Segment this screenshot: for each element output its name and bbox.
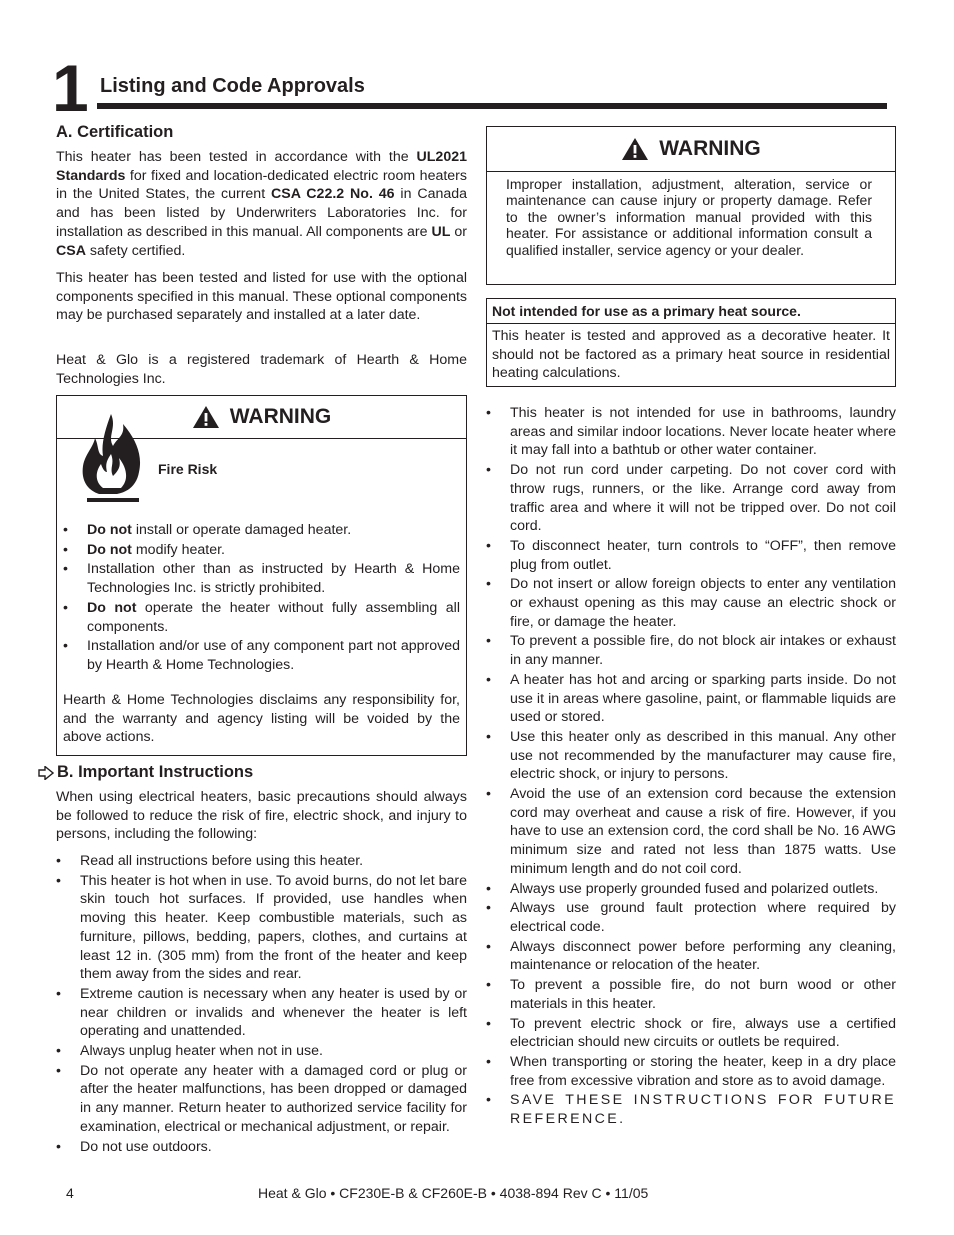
list-item-text: Do not run cord under carpeting. Do not cover cord with throw rugs, runners, or the like. Arrange cord away from traffic area and where it will not be tripped over. Do not coil cord.	[510, 462, 896, 535]
list-item-text: Do not operate any heater with a damaged cord or plug or after the heater malfunctions, has been dropped or damaged in any manner. Return heater to authorized service facility for examination, electrical or mechanical adjustment, or repair.	[80, 1062, 467, 1135]
fire-warning-item	[63, 560, 460, 597]
bullet: •	[486, 1092, 491, 1109]
certification-text-run: This heater has been tested in accordance with the	[56, 149, 417, 165]
list-item-text: Do not insert or allow foreign objects to enter any ventilation or exhaust opening as this may cause an electric shock or fire, or damage the heater.	[510, 576, 896, 630]
install-warning-box	[486, 126, 896, 285]
primary-heat-text: This heater is tested and approved as a decorative heater. It should not be factored as a primary heat source in residential heating calculations.	[492, 328, 890, 382]
certification-paragraph-3: Heat & Glo is a registered trademark of Hearth & Home Technologies Inc.	[56, 352, 467, 387]
bullet: •	[63, 561, 68, 578]
bullet: •	[486, 786, 491, 803]
fire-risk-label: Fire Risk	[158, 461, 218, 477]
list-item	[486, 880, 896, 899]
list-item	[486, 1053, 896, 1090]
list-item-text: Always unplug heater when not in use.	[80, 1043, 323, 1060]
list-item-text: Always use ground fault protection where required by electrical code.	[510, 900, 896, 935]
list-item	[486, 785, 896, 879]
list-item-text: When transporting or storing the heater, keep in a dry place free from excessive vibration and store as to avoid damage.	[510, 1053, 896, 1089]
important-list-right	[486, 404, 896, 1130]
arrow-right-icon	[38, 766, 54, 780]
list-item-text: To disconnect heater, turn controls to “OFF”, then remove plug from outlet.	[510, 537, 896, 573]
certification-text-run: UL	[431, 223, 451, 240]
page-number: 4	[66, 1185, 74, 1201]
list-item	[486, 728, 896, 784]
important-intro: When using electrical heaters, basic precautions should always be followed to reduce the risk of fire, electric shock, and injury to persons, including the following:	[56, 789, 467, 843]
header-rule	[97, 103, 887, 109]
warning-triangle-icon	[192, 405, 220, 429]
certification-text-run: for fixed and location-dedicated electric room heaters in the United States, the current	[56, 167, 467, 203]
bullet: •	[486, 537, 491, 554]
list-item	[56, 852, 467, 871]
list-item-text: This heater is not intended for use in bathrooms, laundry areas and similar indoor locations. Never locate heater where it may fall into a bathtub or other water container.	[510, 405, 896, 459]
certification-text-run: CSA C22.2 No. 46	[271, 186, 395, 203]
bullet: •	[486, 633, 491, 650]
certification-text-run: CSA	[56, 242, 86, 259]
list-item-text: Use this heater only as described in this manual. Any other use not recommended by the manufacturer may cause fire, electric shock, or injury to persons.	[510, 728, 896, 783]
certification-text-run: or	[450, 223, 467, 240]
list-item	[486, 537, 896, 574]
fire-warning-item	[63, 541, 460, 560]
bullet: •	[486, 900, 491, 917]
certification-heading: A. Certification	[56, 123, 174, 141]
bullet: •	[63, 541, 68, 558]
list-item-text: A heater has hot and arcing or sparking parts inside. Do not use it in areas where gasoline, paint, or flammable liquids are used or stored.	[510, 671, 896, 726]
warning-triangle-icon	[621, 137, 649, 161]
certification-paragraph-1	[56, 148, 467, 260]
important-list-left	[56, 852, 467, 1157]
install-warning-header	[487, 127, 895, 172]
fire-warning-item-text: modify heater.	[131, 541, 225, 558]
list-item	[486, 671, 896, 727]
fire-warning-disclaimer: Hearth & Home Technologies disclaims any responsibility for, and the warranty and agency listing will be voided by the above actions.	[63, 692, 460, 746]
bullet: •	[486, 671, 491, 688]
certification-text-run: in Canada and has been listed by Underwriters Laboratories Inc. for installation as described in this manual. All components are	[56, 186, 468, 240]
list-item-text: Read all instructions before using this heater.	[80, 853, 364, 869]
bullet: •	[63, 638, 68, 655]
list-item	[486, 1015, 896, 1052]
list-item-text: Extreme caution is necessary when any heater is used by or near children or invalids and whenever the heater is left operating and unattended.	[80, 985, 467, 1040]
bullet: •	[486, 462, 491, 479]
fire-warning-item	[63, 599, 460, 636]
fire-warning-item-bold: Do not	[87, 522, 132, 538]
important-heading-text: B. Important Instructions	[57, 763, 254, 781]
list-item-text: To prevent a possible fire, do not block air intakes or exhaust in any manner.	[510, 633, 896, 669]
bullet: •	[486, 405, 491, 421]
list-item	[56, 1138, 467, 1157]
list-item	[486, 632, 896, 669]
bullet: •	[56, 1062, 61, 1079]
bullet: •	[63, 599, 68, 616]
list-item	[486, 938, 896, 975]
certification-paragraph-2: This heater has been tested and listed for use with the optional components specified in this manual. These optional components may be purchased separately and installed at a later date.	[56, 270, 467, 324]
fire-warning-item	[63, 521, 460, 540]
primary-heat-box	[486, 298, 896, 387]
list-item-text: Always use properly grounded fused and polarized outlets.	[510, 880, 879, 897]
list-item	[56, 872, 467, 984]
fire-warning-list	[63, 521, 460, 676]
bullet: •	[486, 977, 491, 994]
bullet: •	[56, 1138, 61, 1155]
certification-text-run: UL2021 Standards	[56, 149, 467, 184]
bullet: •	[56, 1043, 61, 1060]
fire-warning-item-text: install or operate damaged heater.	[131, 522, 352, 538]
bullet: •	[486, 728, 491, 745]
bullet: •	[63, 522, 68, 538]
footer-text: Heat & Glo • CF230E-B & CF260E-B • 4038-894 Rev C • 11/05	[258, 1185, 649, 1201]
list-item	[486, 1091, 896, 1128]
important-heading	[38, 763, 253, 782]
fire-icon	[77, 410, 149, 506]
chapter-number: 1	[52, 51, 87, 125]
certification-text-run: safety certified.	[85, 242, 186, 259]
fire-warning-title: WARNING	[229, 405, 332, 428]
list-item	[486, 899, 896, 936]
list-item	[56, 985, 467, 1041]
fire-warning-item	[63, 637, 460, 674]
list-item-text: To prevent electric shock or fire, always use a certified electrician should new circuits or outlets be required.	[510, 1015, 896, 1051]
list-item-text: SAVE THESE INSTRUCTIONS FOR FUTURE REFERENCE.	[510, 1092, 896, 1128]
bullet: •	[486, 1015, 491, 1032]
install-warning-title: WARNING	[659, 137, 761, 160]
bullet: •	[56, 853, 61, 869]
chapter-title: Listing and Code Approvals	[100, 75, 365, 97]
list-item	[486, 976, 896, 1013]
list-item-text: Do not use outdoors.	[80, 1138, 212, 1155]
bullet: •	[56, 872, 61, 889]
bullet: •	[56, 985, 61, 1002]
list-item-text: Always disconnect power before performing any cleaning, maintenance or relocation of the heater.	[510, 938, 896, 974]
install-warning-text: Improper installation, adjustment, alteration, service or maintenance can cause injury or property damage. Refer to the owner’s information manual provided with this heater. For assistance or additional information consult a qualified installer, service agency or your dealer.	[506, 176, 872, 258]
bullet: •	[486, 938, 491, 955]
list-item	[486, 404, 896, 460]
fire-warning-item-bold: Do not	[87, 541, 132, 558]
list-item-text: Avoid the use of an extension cord because the extension cord may overheat and cause a risk of fire. However, if you have to use an extension cord, the cord shall be No. 16 AWG minimum size and rated not less than 1875 watts. Use minimum length and do not coil cord.	[510, 786, 896, 877]
list-item	[56, 1062, 467, 1137]
primary-heat-title: Not intended for use as a primary heat source.	[487, 299, 895, 324]
fire-warning-item-text: Installation and/or use of any component part not approved by Hearth & Home Technologies.	[87, 638, 460, 673]
bullet: •	[486, 880, 491, 897]
fire-warning-item-bold: Do not	[87, 599, 137, 616]
fire-warning-item-text: operate the heater without fully assembling all components.	[87, 599, 460, 635]
fire-warning-item-text: Installation other than as instructed by Hearth & Home Technologies Inc. is strictly prohibited.	[87, 561, 460, 597]
list-item-text: To prevent a possible fire, do not burn wood or other materials in this heater.	[510, 977, 896, 1012]
fire-warning-box	[56, 395, 467, 756]
list-item	[486, 575, 896, 631]
list-item	[56, 1042, 467, 1061]
bullet: •	[486, 1053, 491, 1070]
list-item-text: This heater is hot when in use. To avoid burns, do not let bare skin touch hot surfaces. If provided, use handles when moving this heater. Keep combustible materials, such as furniture, pillows, bedding, papers, clothes, and curtains at least 12 in. (305 mm) from the front of the heater and keep them away from the sides and rear.	[80, 872, 467, 983]
bullet: •	[486, 576, 491, 593]
list-item	[486, 461, 896, 536]
